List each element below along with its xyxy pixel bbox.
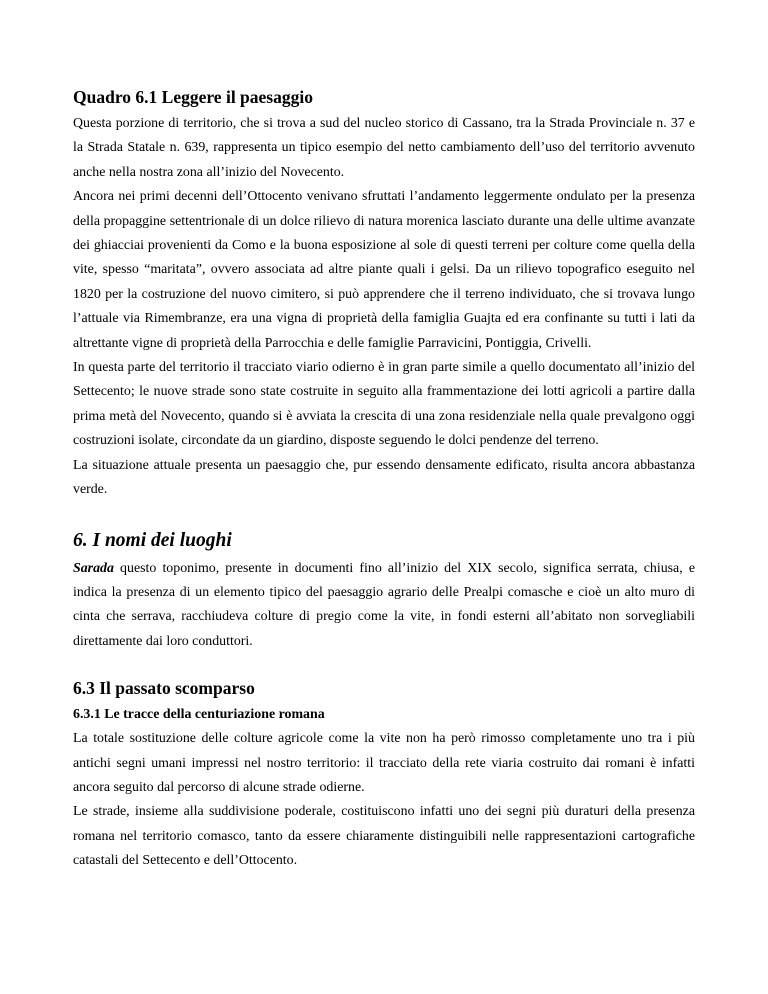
quadro-paragraph: Questa porzione di territorio, che si trova a sud del nucleo storico di Cassano, tra la Strada Provinciale n. 37 e la Strada Statale n. 639, rappresenta un tipico esempio del netto cambiamento dell’uso del territorio avvenuto anche nella nostra zona all’inizio del Novecento.	[73, 116, 695, 180]
section-paragraph: La totale sostituzione delle colture agricole come la vite non ha però rimosso completamente uno tra i più antichi segni umani impressi nel nostro territorio: il tracciato della rete viaria costruito dai romani è infatti ancora seguito dal percorso di alcune strade odierne.	[73, 731, 695, 795]
toponym-entry	[73, 557, 695, 655]
toponym-term: Sarada	[73, 560, 114, 576]
subsection-heading-centuriazione: 6.3.1 Le tracce della centuriazione romana	[73, 707, 325, 723]
section-paragraph: Le strade, insieme alla suddivisione poderale, costituiscono infatti uno dei segni più duraturi della presenza romana nel territorio comasco, tanto da essere chiaramente distinguibili nelle rappresentazioni cartografiche catastali del Settecento e dell’Ottocento.	[73, 804, 695, 869]
toponym-definition: questo toponimo, presente in documenti fino all’inizio del XIX secolo, significa serrata, chiusa, e indica la presenza di un elemento tipico del paesaggio agrario delle Prealpi comasche e cioè un alto muro di cinta che serrava, racchiudeva colture di pregio come la vite, in fondi esterni all’abitato non sorvegliabili direttamente dai loro conduttori.	[73, 560, 695, 649]
quadro-paragraph: In questa parte del territorio il tracciato viario odierno è in gran parte simile a quello documentato all’inizio del Settecento; le nuove strade sono state costruite in seguito alla frammentazione dei lotti agricoli a partire dalla prima metà del Novecento, quando si è avviata la crescita di una zona residenziale nella quale prevalgono oggi costruzioni isolate, circondate da un giardino, disposte seguendo le dolci pendenze del terreno.	[73, 360, 695, 449]
section-heading-nomi-luoghi: 6. I nomi dei luoghi	[73, 529, 232, 551]
quadro-paragraph: Ancora nei primi decenni dell’Ottocento venivano sfruttati l’andamento leggermente ondulato per la presenza della propaggine settentrionale di un dolce rilievo di natura morenica lasciato durante una delle ultime avanzate dei ghiacciai provenienti da Como e la buona esposizione al sole di questi terreni per colture come quella della vite, spesso “maritata”, ovvero associata ad altre piante quali i gelsi. Da un rilievo topografico eseguito nel 1820 per la costruzione del nuovo cimitero, si può apprendere che il terreno individuato, che si trovava lungo l’attuale via Rimembranze, era una vigna di proprietà della famiglia Guajta ed era confinante su tutti i lati da altrettante vigne di proprietà della Parrocchia e delle famiglie Parravicini, Pontiggia, Crivelli.	[73, 189, 695, 351]
document-page	[73, 86, 695, 874]
section-heading-passato-scomparso: 6.3 Il passato scomparso	[73, 678, 255, 699]
quadro-title: Quadro 6.1 Leggere il paesaggio	[73, 87, 313, 107]
quadro-paragraph: La situazione attuale presenta un paesaggio che, pur essendo densamente edificato, risulta ancora abbastanza verde.	[73, 457, 695, 498]
